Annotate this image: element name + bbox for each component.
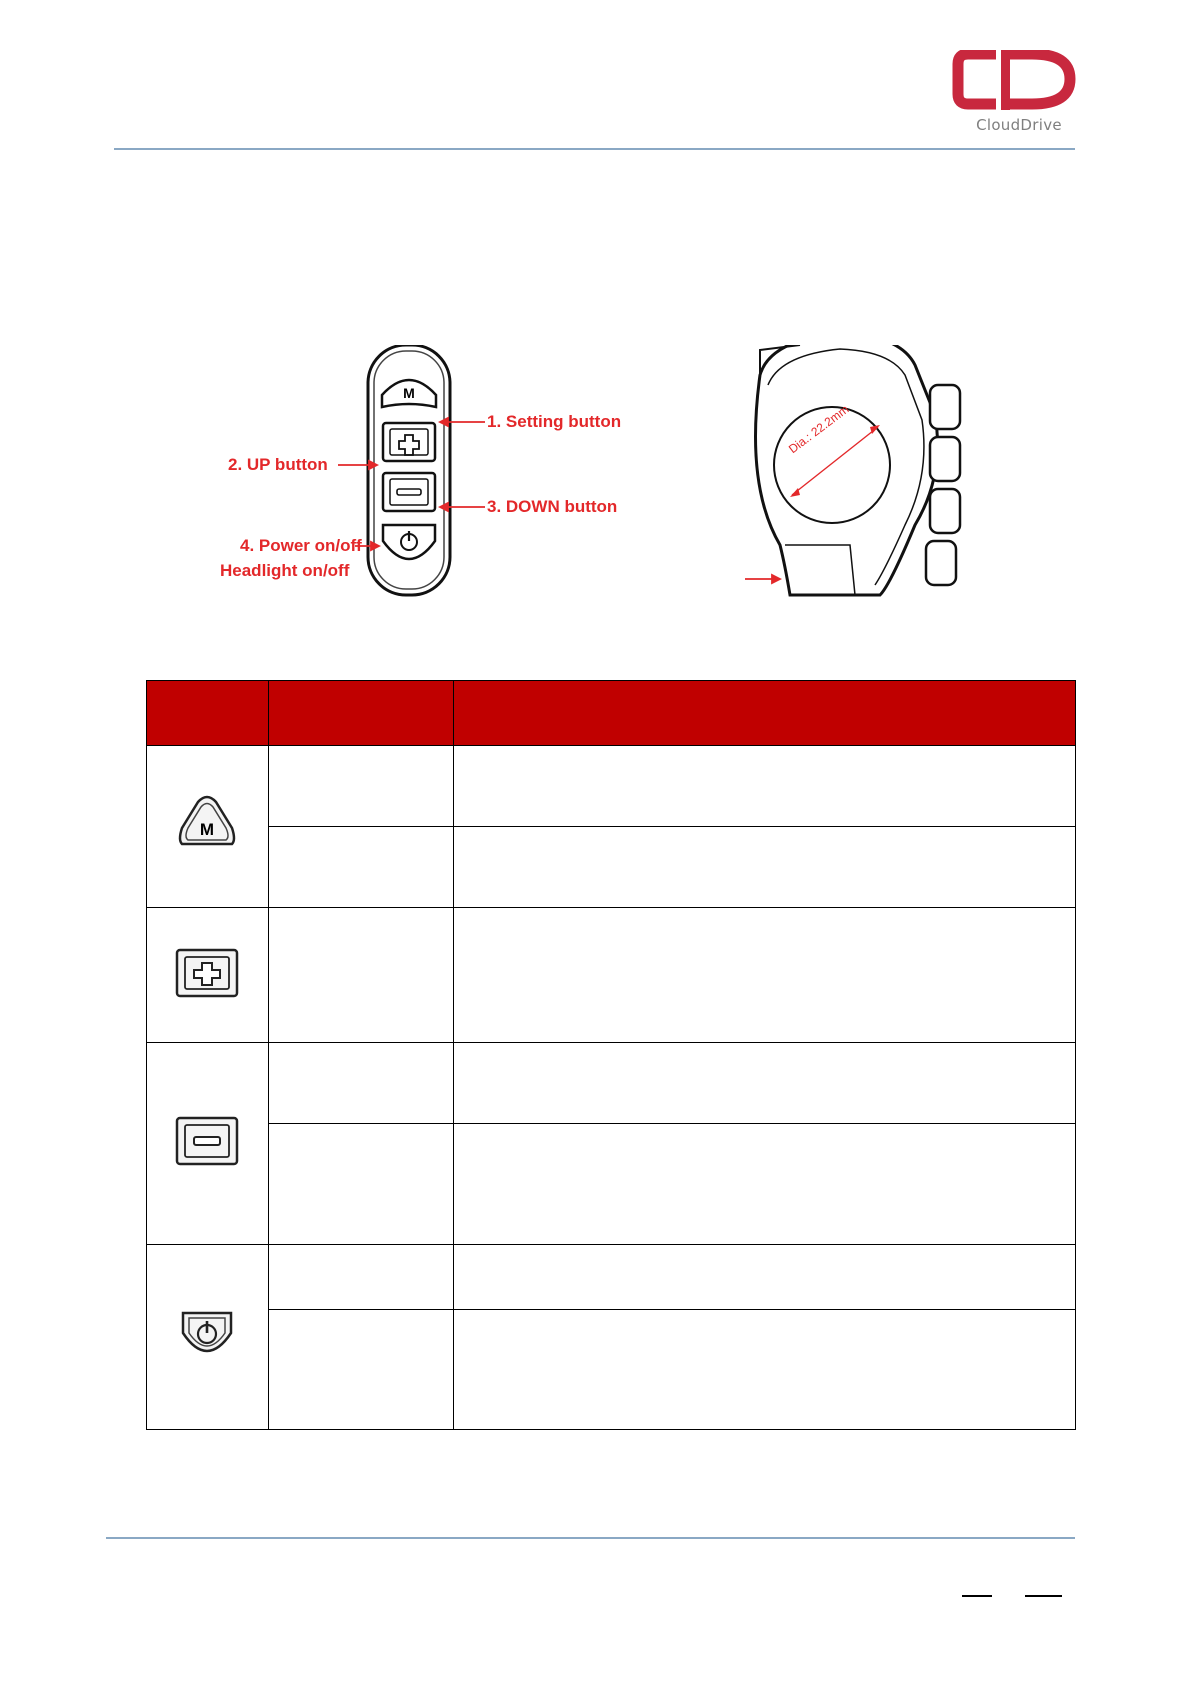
table-cell — [268, 1043, 453, 1124]
table-cell — [453, 827, 1075, 908]
table-row — [147, 1310, 1076, 1430]
table-header-cell — [147, 681, 269, 746]
table-cell — [453, 746, 1075, 827]
table-cell — [453, 1124, 1075, 1245]
table-cell — [268, 1124, 453, 1245]
icon-cell — [147, 746, 269, 908]
button-function-table — [146, 680, 1076, 1430]
controller-side-view — [756, 345, 961, 595]
footer-rule — [106, 1537, 1075, 1539]
label-setting-button: 1. Setting button — [487, 412, 622, 431]
table-cell — [453, 1310, 1075, 1430]
icon-cell — [147, 1245, 269, 1430]
header-rule — [114, 148, 1075, 150]
diameter-label: Dia.: 22.2mm — [786, 402, 852, 457]
table-row — [147, 908, 1076, 1043]
table-cell — [268, 908, 453, 1043]
table-row — [147, 827, 1076, 908]
table-row — [147, 746, 1076, 827]
page-total-underline — [1025, 1595, 1062, 1597]
table-cell — [268, 1310, 453, 1430]
brand-name: CloudDrive — [976, 116, 1062, 134]
minus-button-icon — [174, 1115, 240, 1167]
m-button-icon — [174, 794, 240, 854]
table-row — [147, 1124, 1076, 1245]
table-cell — [268, 746, 453, 827]
table-cell — [453, 1043, 1075, 1124]
table-row — [147, 1043, 1076, 1124]
label-power-button-line1: 4. Power on/off — [240, 536, 362, 555]
table-header-row — [147, 681, 1076, 746]
icon-cell — [147, 1043, 269, 1245]
icon-cell — [147, 908, 269, 1043]
controller-front-view — [368, 345, 450, 595]
label-down-button: 3. DOWN button — [487, 497, 618, 516]
label-up-button: 2. UP button — [228, 455, 328, 474]
plus-button-icon — [174, 947, 240, 999]
table-row — [147, 1245, 1076, 1310]
page-number-underline — [962, 1595, 992, 1597]
table-cell — [453, 1245, 1075, 1310]
svg-text:M: M — [200, 820, 215, 839]
table-cell — [453, 908, 1075, 1043]
power-button-icon — [177, 1309, 237, 1361]
table-cell — [268, 827, 453, 908]
table-header-cell — [268, 681, 453, 746]
label-power-button-line2: Headlight on/off — [220, 561, 350, 580]
table-cell — [268, 1245, 453, 1310]
svg-text:M: M — [403, 385, 415, 401]
controller-diagram — [200, 345, 1010, 615]
table-header-cell — [453, 681, 1075, 746]
